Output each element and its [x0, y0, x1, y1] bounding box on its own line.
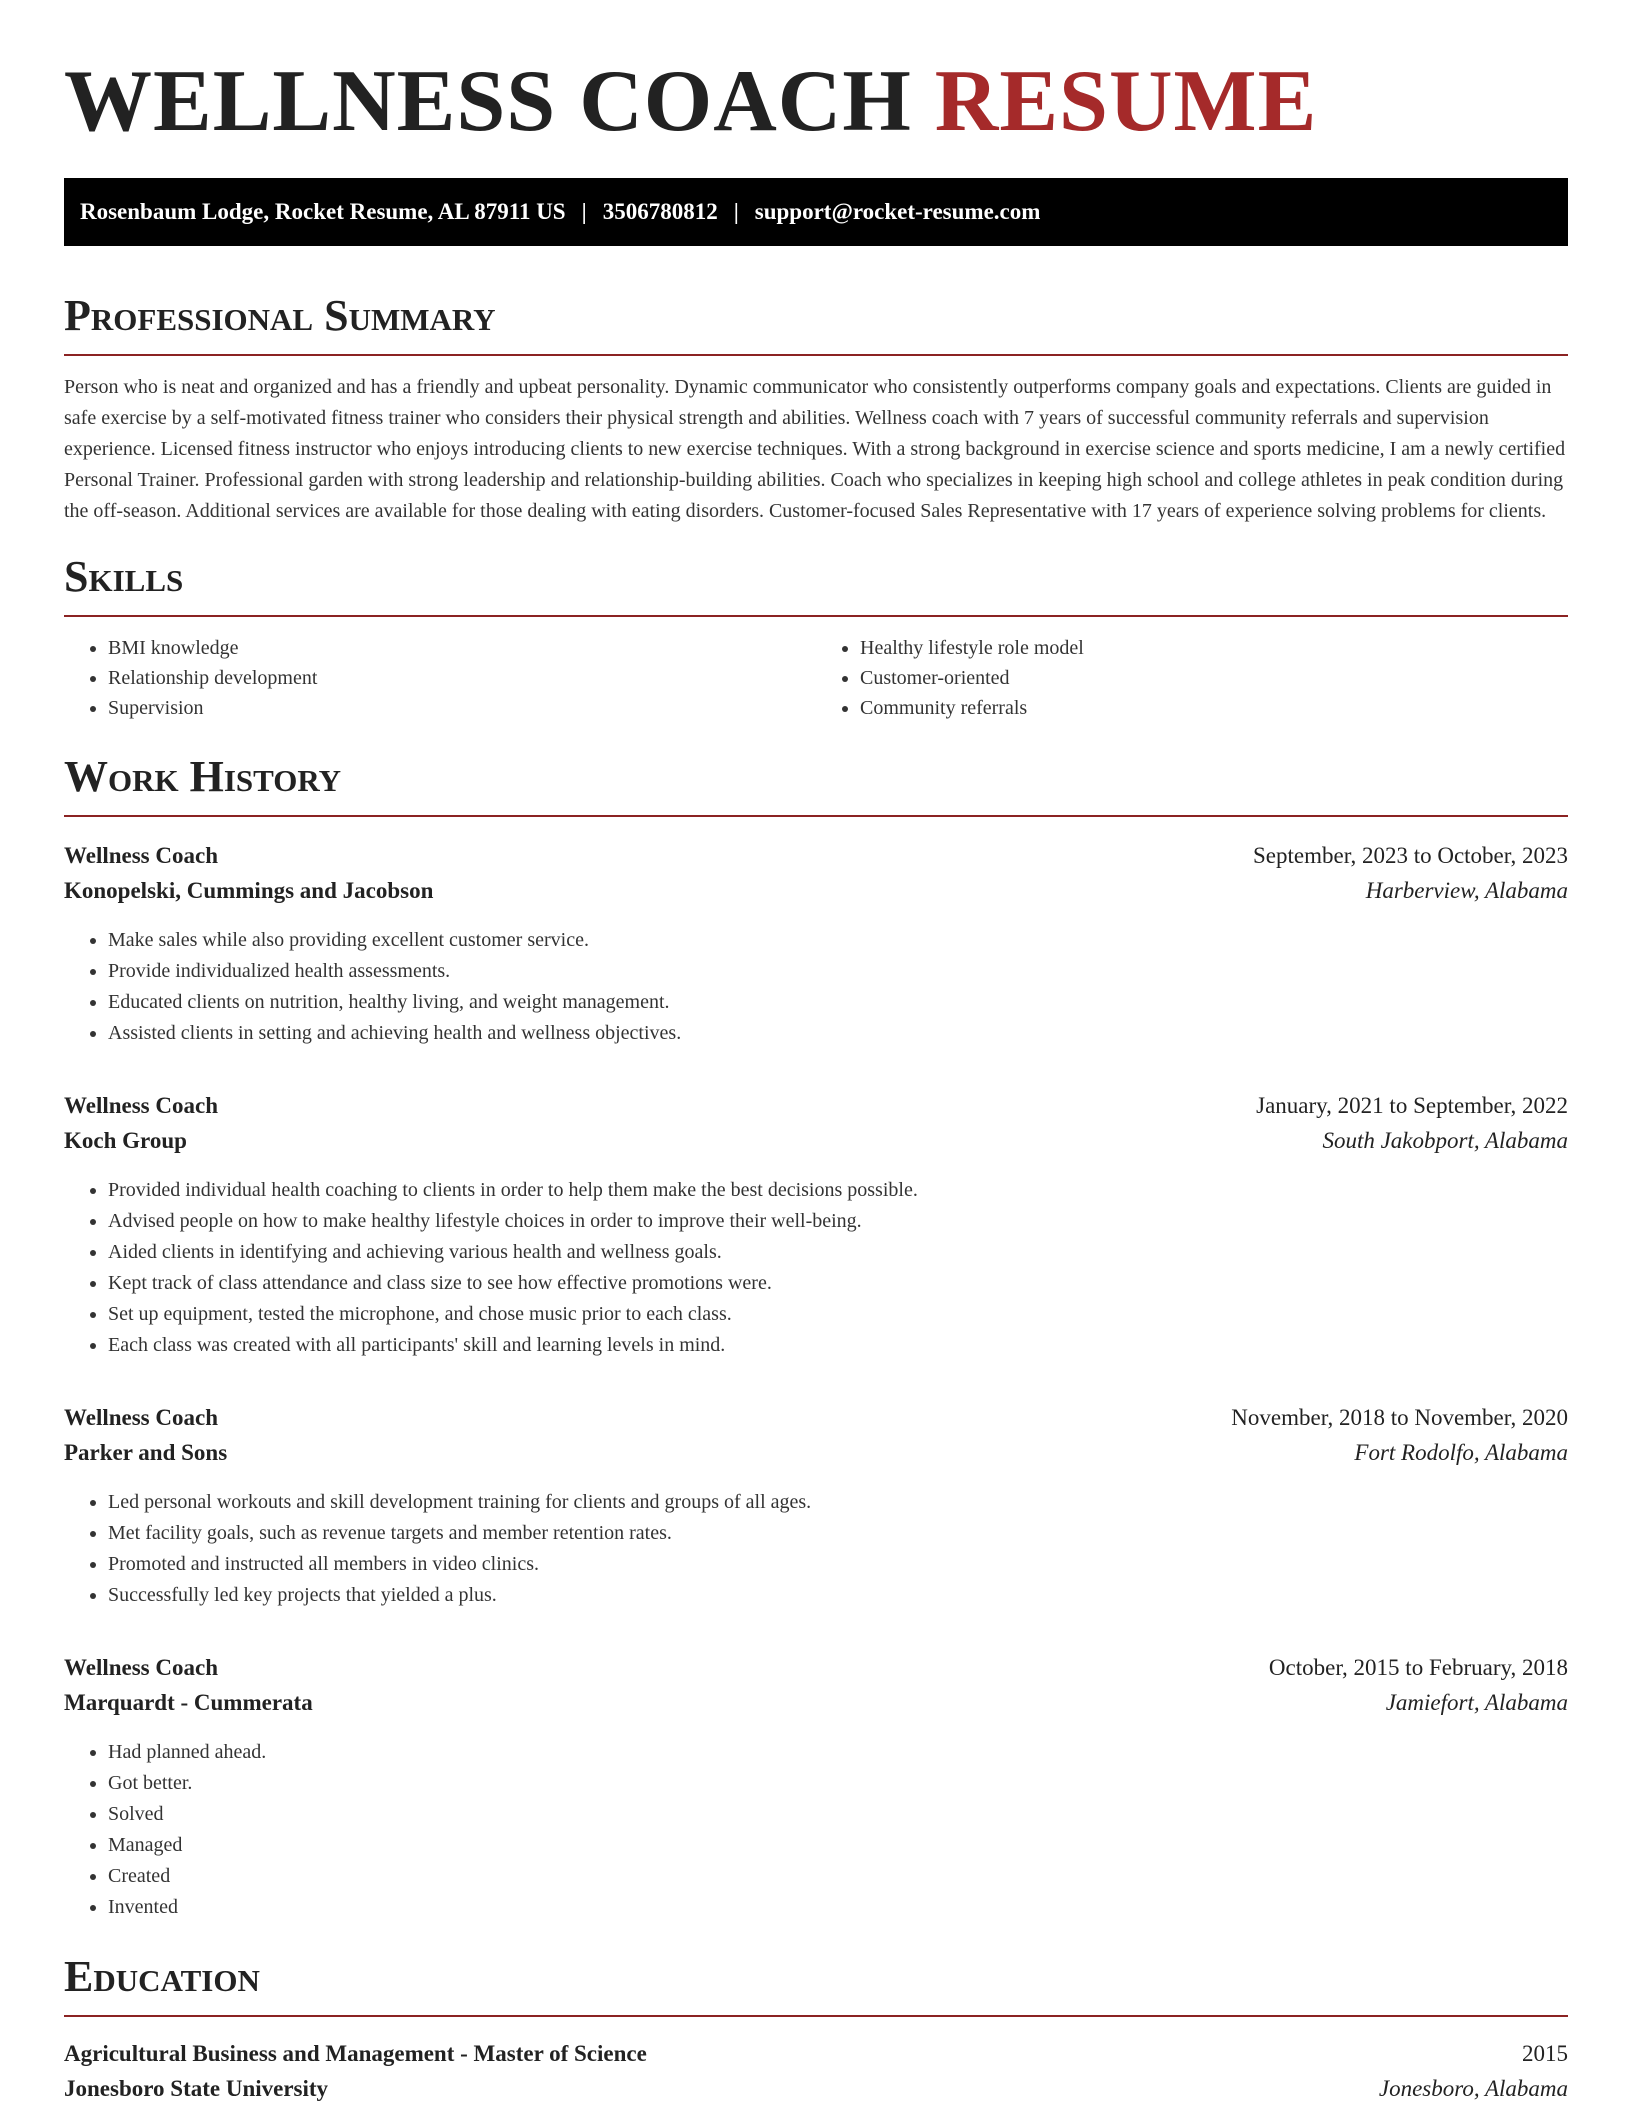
education-year: 2015 — [1522, 2041, 1568, 2066]
job-bullet: • Each class was created with all participants' skill and learning levels in mind. — [108, 1330, 1568, 1361]
skill-item: • Community referrals — [860, 693, 1568, 723]
job-entry — [64, 839, 1568, 1049]
job-company: Koch Group — [64, 1128, 187, 1153]
job-bullets — [64, 925, 1568, 1049]
skill-item: • Healthy lifestyle role model — [860, 633, 1568, 663]
job-bullet: • Educated clients on nutrition, healthy living, and weight management. — [108, 987, 1568, 1018]
skill-item: • BMI knowledge — [108, 633, 816, 663]
job-entry — [64, 1089, 1568, 1361]
resume-title — [64, 53, 1568, 150]
education-location: Jonesboro, Alabama — [1378, 2076, 1568, 2101]
job-dates: September, 2023 to October, 2023 — [1253, 843, 1568, 868]
job-entry — [64, 1651, 1568, 1923]
job-bullet: • Provide individualized health assessments. — [108, 956, 1568, 987]
job-bullet: • Aided clients in identifying and achieving various health and wellness goals. — [108, 1237, 1568, 1268]
summary-heading: Professional Summary — [64, 291, 496, 340]
skill-item: • Relationship development — [108, 663, 816, 693]
job-location: Harberview, Alabama — [1365, 878, 1568, 903]
title-main: WELLNESS COACH — [64, 53, 912, 150]
job-title: Wellness Coach — [64, 843, 218, 868]
education-degree: Agricultural Business and Management - Master of Science — [64, 2041, 647, 2066]
education-school: Jonesboro State University — [64, 2076, 329, 2101]
contact-separator: | — [733, 199, 739, 224]
summary-text: Person who is neat and organized and has a friendly and upbeat personality. Dynamic communicator who consistently outperforms company goals and expectations. Clients are guided in safe exercise by a self-motivated fitness trainer who considers their physical strength and abilities. Wellness coach with 7 years of successful community referrals and supervision experience. Licensed fitness instructor who enjoys introducing clients to new exercise techniques. With a strong background in exercise science and sports medicine, I am a newly certified Personal Trainer. Professional garden with strong leadership and relationship-building abilities. Coach who specializes in keeping high school and college athletes in peak condition during the off-season. Additional services are available for those dealing with eating disorders. Customer-focused Sales Representative with 17 years of experience solving problems for clients. — [64, 376, 1566, 522]
work-history-heading: Work History — [64, 752, 342, 801]
skills-heading: Skills — [64, 552, 184, 601]
job-dates: January, 2021 to September, 2022 — [1256, 1093, 1568, 1118]
job-bullet: • Advised people on how to make healthy lifestyle choices in order to improve their well-being. — [108, 1206, 1568, 1237]
section-divider — [64, 354, 1568, 356]
job-bullet: • Successfully led key projects that yielded a plus. — [108, 1580, 1568, 1611]
job-dates: October, 2015 to February, 2018 — [1268, 1655, 1568, 1680]
job-location: Fort Rodolfo, Alabama — [1354, 1440, 1568, 1465]
job-bullet: • Promoted and instructed all members in video clinics. — [108, 1549, 1568, 1580]
job-bullets — [64, 1175, 1568, 1361]
job-location: South Jakobport, Alabama — [1322, 1128, 1568, 1153]
contact-phone: 3506780812 — [602, 199, 718, 224]
job-entry — [64, 1401, 1568, 1611]
job-bullet: • Created — [108, 1861, 1568, 1892]
section-divider — [64, 815, 1568, 817]
job-bullet: • Invented — [108, 1892, 1568, 1923]
job-bullet: • Solved — [108, 1799, 1568, 1830]
title-accent: RESUME — [934, 53, 1318, 150]
job-company: Konopelski, Cummings and Jacobson — [64, 878, 434, 903]
skills-column-left — [64, 633, 816, 723]
contact-separator: | — [581, 199, 587, 224]
contact-bar — [64, 178, 1568, 246]
job-bullets — [64, 1487, 1568, 1611]
job-bullet: • Set up equipment, tested the microphone, and chose music prior to each class. — [108, 1299, 1568, 1330]
contact-email: support@rocket-resume.com — [754, 199, 1041, 224]
job-title: Wellness Coach — [64, 1405, 218, 1430]
job-bullet: • Managed — [108, 1830, 1568, 1861]
job-bullet: • Make sales while also providing excellent customer service. — [108, 925, 1568, 956]
job-bullet: • Got better. — [108, 1768, 1568, 1799]
contact-address: Rosenbaum Lodge, Rocket Resume, AL 87911 US — [80, 199, 566, 224]
section-divider — [64, 2015, 1568, 2017]
job-title: Wellness Coach — [64, 1655, 218, 1680]
job-company: Marquardt - Cummerata — [64, 1690, 313, 1715]
education-heading: Education — [64, 1952, 260, 2001]
skills-list — [64, 633, 1568, 723]
job-bullet: • Kept track of class attendance and class size to see how effective promotions were. — [108, 1268, 1568, 1299]
job-bullet: • Had planned ahead. — [108, 1737, 1568, 1768]
education-entry — [64, 2037, 1568, 2107]
skill-item: • Customer-oriented — [860, 663, 1568, 693]
skills-column-right — [816, 633, 1568, 723]
job-bullet: • Met facility goals, such as revenue targets and member retention rates. — [108, 1518, 1568, 1549]
job-company: Parker and Sons — [64, 1440, 228, 1465]
job-bullet: • Led personal workouts and skill development training for clients and groups of all ages. — [108, 1487, 1568, 1518]
job-location: Jamiefort, Alabama — [1385, 1690, 1568, 1715]
job-bullet: • Assisted clients in setting and achieving health and wellness objectives. — [108, 1018, 1568, 1049]
section-divider — [64, 615, 1568, 617]
job-dates: November, 2018 to November, 2020 — [1231, 1405, 1568, 1430]
skill-item: • Supervision — [108, 693, 816, 723]
job-bullet: • Provided individual health coaching to clients in order to help them make the best decisions possible. — [108, 1175, 1568, 1206]
job-bullets — [64, 1737, 1568, 1923]
job-title: Wellness Coach — [64, 1093, 218, 1118]
